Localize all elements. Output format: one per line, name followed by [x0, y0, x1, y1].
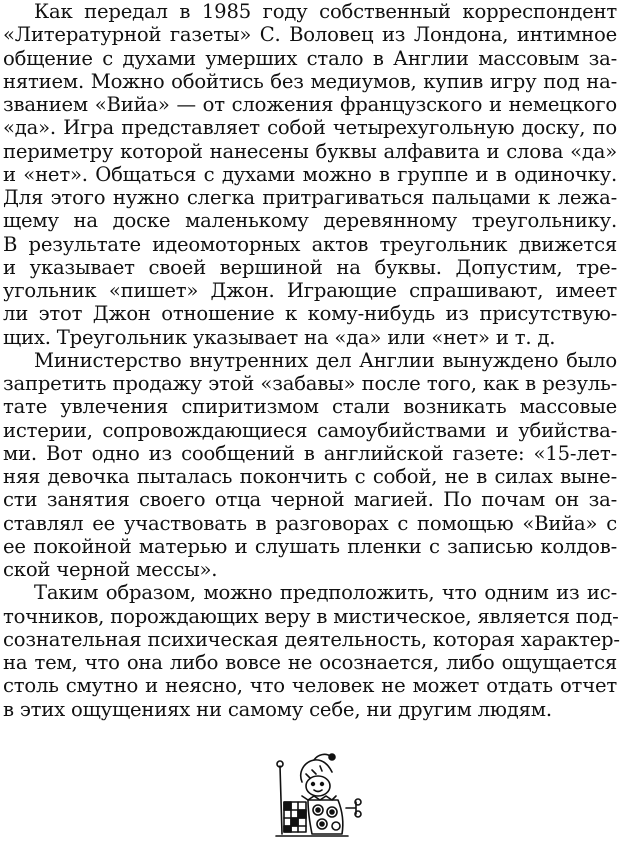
text-line: няя девочка пыталась покончить с собой, не в силах выне-: [3, 465, 617, 488]
text-line: ее покойной матерью и слушать пленки с записью колдов-: [3, 534, 617, 558]
paragraph-1: [3, 0, 617, 349]
text-line: «Литературной газеты» С. Воловец из Лондона, интимное: [3, 23, 617, 47]
text-line: угольник «пишет» Джон. Играющие спрашивают, имеет: [3, 279, 617, 302]
paragraph-2: [3, 349, 617, 582]
jester-puppet-illustration-icon: [262, 752, 362, 838]
text-line: нятием. Можно обойтись без медиумов, купив игру под на-: [3, 69, 617, 93]
text-line: точников, порождающих веру в мистическое, является под-: [3, 604, 619, 628]
text-line: ли этот Джон отношение к кому-нибудь из присутствую-: [3, 302, 617, 326]
text-line: Министерство внутренних дел Англии вынуждено было: [34, 348, 617, 372]
text-line: «да». Игра представляет собой четырехугольную доску, по: [3, 116, 617, 140]
text-line: ской черной мессы».: [3, 558, 218, 581]
text-line: сти занятия своего отца черной магией. По почам он за-: [3, 488, 617, 512]
text-line: Как передал в 1985 году собственный корреспондент: [34, 0, 617, 23]
body-text: [3, 0, 620, 721]
text-line: столь смутно и неясно, что человек не может отдать отчет: [3, 674, 617, 698]
text-line: общение с духами умерших стало в Англии массовым за-: [3, 46, 617, 70]
text-line: истерии, сопровождающиеся самоубийствами и убийства-: [3, 418, 617, 442]
text-line: щему на доске маленькому деревянному треугольнику.: [3, 209, 617, 233]
text-line: званием «Вийа» — от сложения французского и немецкого: [3, 93, 617, 116]
text-line: В результате идеомоторных актов треугольник движется: [3, 232, 617, 256]
text-line: щих. Треугольник указывает на «да» или «нет» и т. д.: [3, 325, 556, 349]
text-line: запретить продажу этой «забавы» после того, как в резуль-: [3, 372, 617, 395]
text-line: на тем, что она либо вовсе не осознается, либо ощущается: [3, 651, 617, 674]
text-line: тате увлечения спиритизмом стали возникать массовые: [3, 395, 617, 419]
paragraph-3: [3, 581, 620, 721]
text-line: Таким образом, можно предположить, что одним из ис-: [34, 581, 617, 605]
text-line: периметру которой нанесены буквы алфавита и слова «да»: [3, 139, 617, 163]
text-line: сознательная психическая деятельность, которая характер-: [3, 627, 620, 651]
text-line: ставлял ее участвовать в разговорах с помощью «Вийа» с: [3, 511, 617, 535]
text-line: и «нет». Общаться с духами можно в группе и в одиночку.: [3, 162, 617, 186]
text-line: ми. Вот одно из сообщений в английской газете: «15-лет-: [3, 441, 617, 465]
text-line: и указывает своей вершиной на буквы. Допустим, тре-: [3, 255, 617, 279]
text-line: Для этого нужно слегка притрагиваться пальцами к лежа-: [3, 186, 617, 209]
text-line: в этих ощущениях ни самому себе, ни другим людям.: [3, 697, 552, 721]
